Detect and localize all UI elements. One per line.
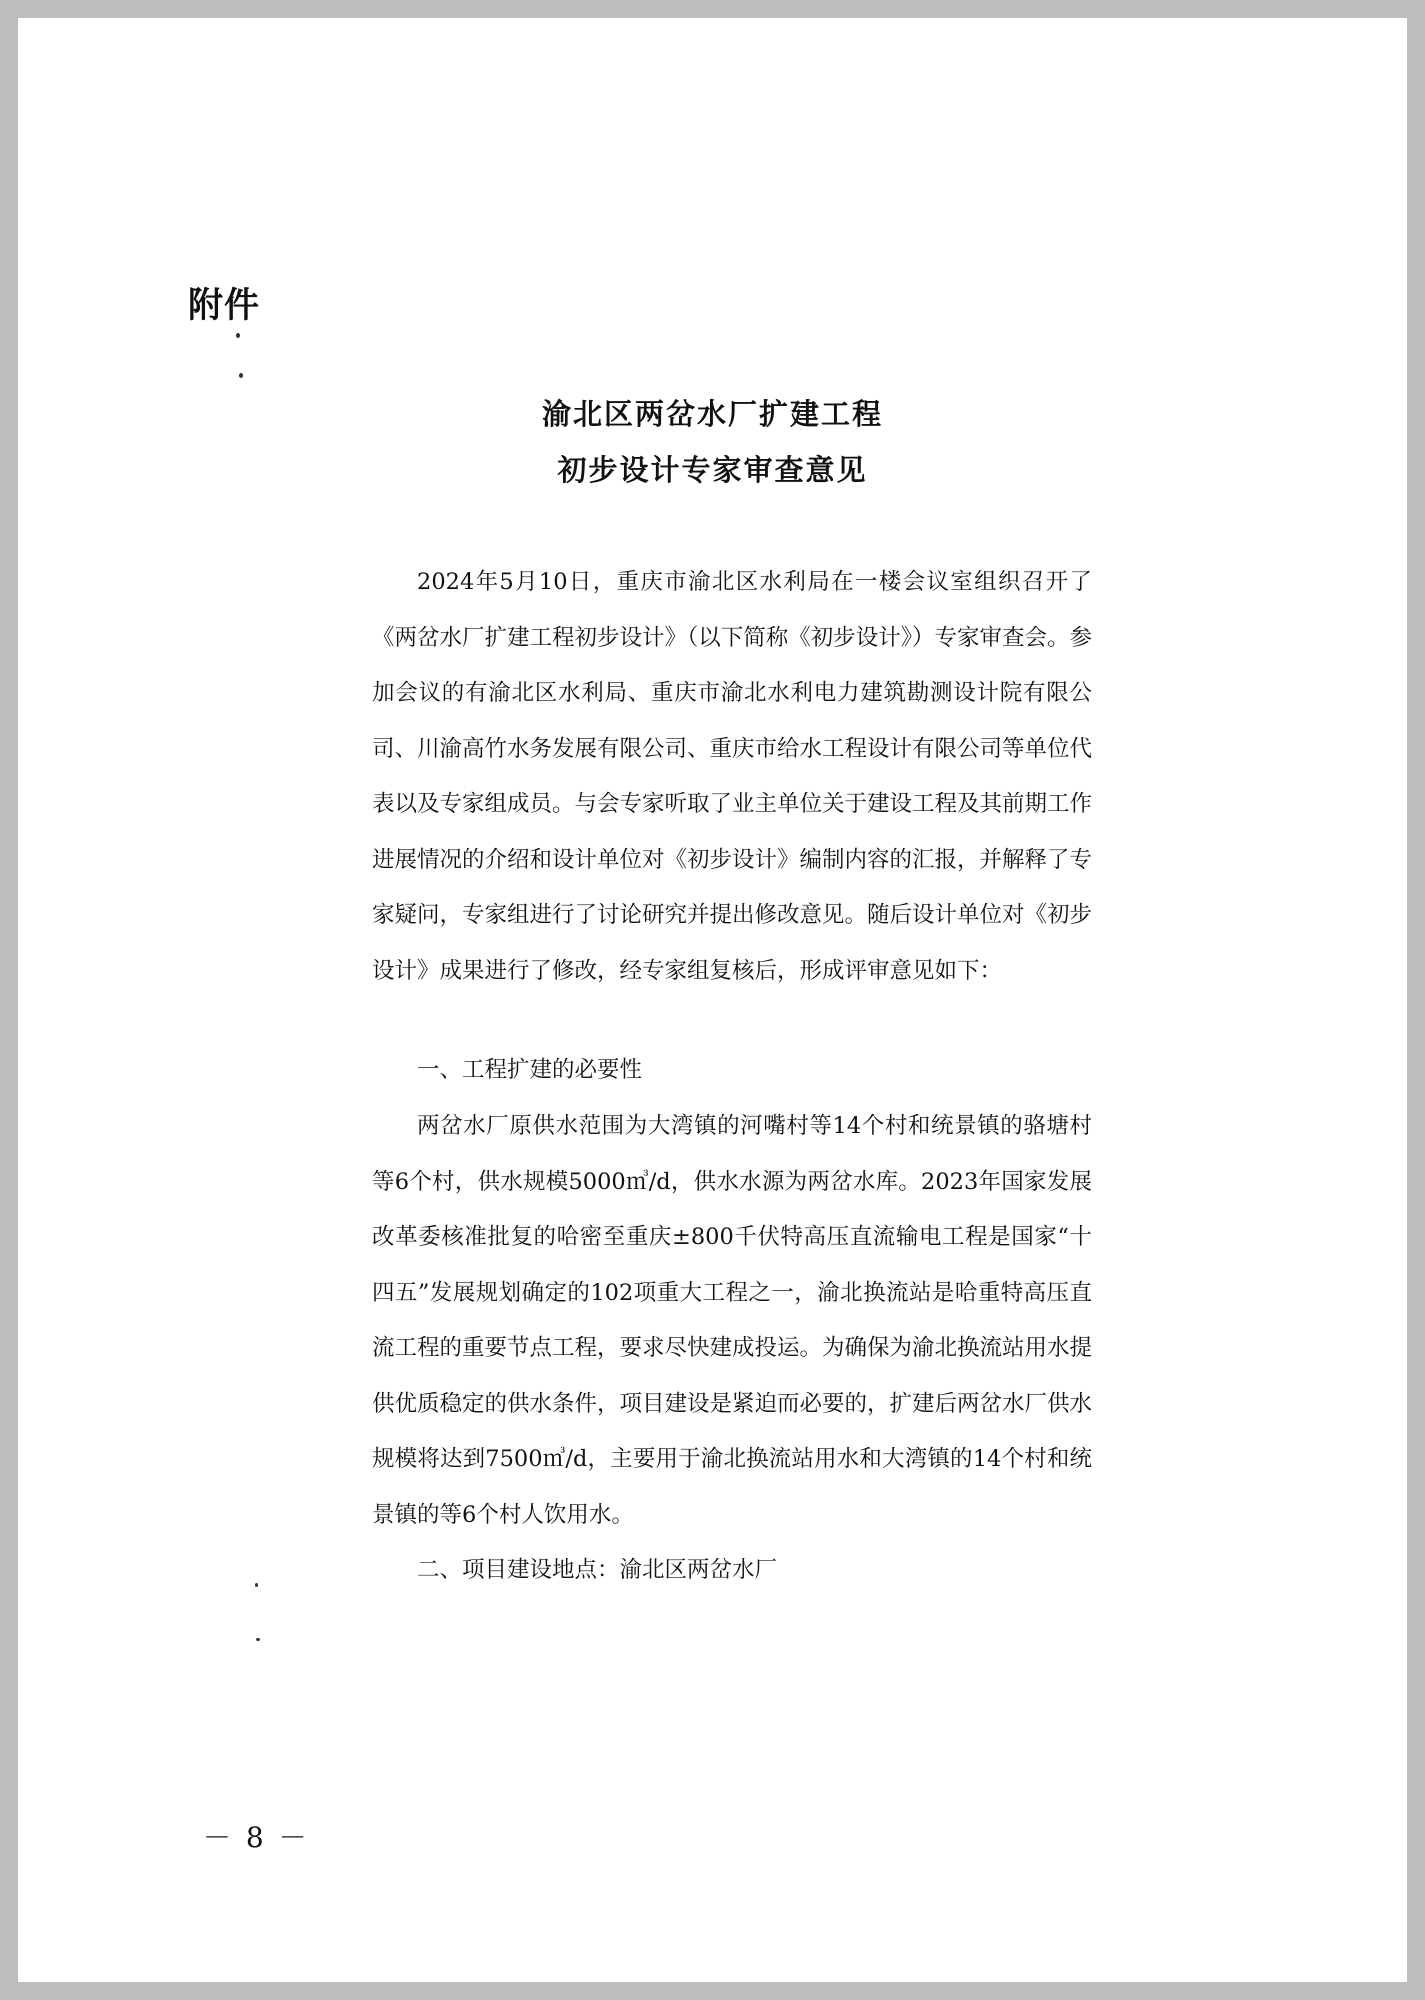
section-heading-location: 二、项目建设地点：渝北区两岔水厂	[417, 1557, 778, 1583]
scan-speck	[255, 1583, 258, 1587]
paragraph-intro: 2024年5月10日，重庆市渝北区水利局在一楼会议室组织召开了《两岔水厂扩建工程初步设计》（以下简称《初步设计》）专家审查会。参加会议的有渝北区水利局、重庆市渝北水利电力建筑勘测设计院有限公司、川渝高竹水务发展有限公司、重庆市给水工程设计有限公司等单位代表以及专家组成员。与会专家听取了业主单位关于建设工程及其前期工作进展情况的介绍和设计单位对《初步设计》编制内容的汇报，并解释了专家疑问，专家组进行了讨论研究并提出修改意见。随后设计单位对《初步设计》成果进行了修改，经专家组复核后，形成评审意见如下：	[372, 569, 1093, 984]
scan-speck	[239, 373, 243, 378]
paragraph-necessity: 两岔水厂原供水范围为大湾镇的河嘴村等14个村和统景镇的骆塘村等6个村，供水规模5000㎥/d，供水水源为两岔水库。2023年国家发展改革委核准批复的哈密至重庆±800千伏特高压直流输电工程是国家“十四五”发展规划确定的102项重大工程之一，渝北换流站是哈重特高压直流工程的重要节点工程，要求尽快建成投运。为确保为渝北换流站用水提供优质稳定的供水条件，项目建设是紧迫而必要的，扩建后两岔水厂供水规模将达到7500㎥/d，主要用于渝北换流站用水和大湾镇的14个村和统景镇的等6个村人饮用水。	[372, 1113, 1093, 1528]
page-number: － 8 －	[203, 1821, 310, 1854]
attachment-label: 附件	[188, 286, 261, 326]
document-title-line-2: 初步设计专家审查意见	[557, 453, 868, 487]
scan-speck	[256, 1638, 260, 1641]
scan-speck	[236, 333, 240, 338]
section-heading-necessity: 一、工程扩建的必要性	[417, 1057, 643, 1083]
document-title-line-1: 渝北区两岔水厂扩建工程	[541, 397, 883, 431]
